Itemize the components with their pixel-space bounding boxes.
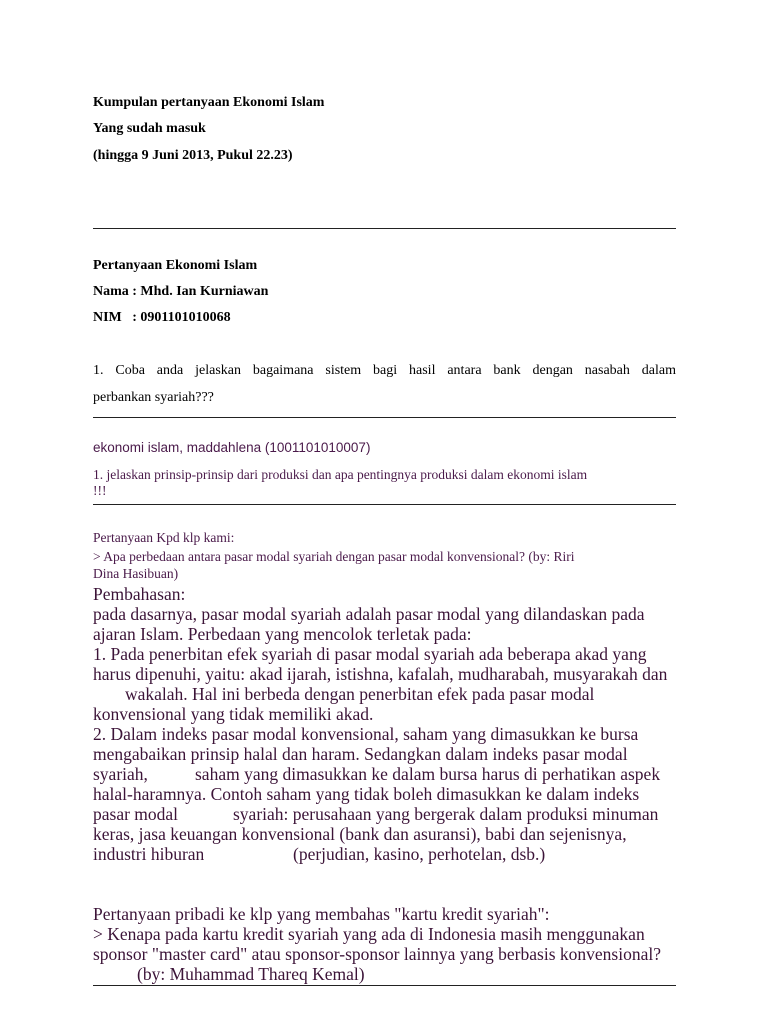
answer-line: saham yang dimasukkan ke dalam bursa harus di perhatikan aspek xyxy=(195,764,661,784)
answer-line: pasar modal xyxy=(93,804,179,824)
answer-line: konvensional yang tidak memiliki akad. xyxy=(93,704,374,724)
entry1-question-line2: perbankan syariah??? xyxy=(93,390,214,405)
entry3-question-line2: Dina Hasibuan) xyxy=(93,566,179,581)
entry2-question-line1: 1. jelaskan prinsip-prinsip dari produksi dan apa pentingnya produksi dalam ekonomi islam xyxy=(93,467,588,482)
entry3-answer-label: Pembahasan: xyxy=(93,584,186,604)
answer-line: keras, jasa keuangan konvensional (bank dan asuransi), babi dan sejenisnya, xyxy=(93,824,627,844)
entry4-question-line2: sponsor "master card" atau sponsor-sponsor lainnya yang berbasis konvensional? xyxy=(93,944,661,964)
entry1-heading: Pertanyaan Ekonomi Islam xyxy=(93,258,258,273)
answer-line: mengabaikan prinsip halal dan haram. Sedangkan dalam indeks pasar modal xyxy=(93,744,628,764)
answer-line: ajaran Islam. Perbedaan yang mencolok terletak pada: xyxy=(93,624,472,644)
answer-line: wakalah. Hal ini berbeda dengan penerbitan efek pada pasar modal xyxy=(125,684,595,704)
entry2-heading: ekonomi islam, maddahlena (1001101010007) xyxy=(93,440,371,455)
entry3-intro: Pertanyaan Kpd klp kami: xyxy=(93,530,235,545)
document-title: Kumpulan pertanyaan Ekonomi Islam xyxy=(93,95,325,110)
entry4-intro: Pertanyaan pribadi ke klp yang membahas "kartu kredit syariah": xyxy=(93,904,550,924)
entry2-question-line2: !!! xyxy=(93,483,107,498)
answer-line: 1. Pada penerbitan efek syariah di pasar modal syariah ada beberapa akad yang xyxy=(93,644,647,664)
divider xyxy=(93,228,676,229)
entry1-question-line1: 1. Coba anda jelaskan bagaimana sistem bagi hasil antara bank dengan nasabah dalam xyxy=(93,363,676,378)
answer-line: (perjudian, kasino, perhotelan, dsb.) xyxy=(293,844,546,864)
answer-line: 2. Dalam indeks pasar modal konvensional, saham yang dimasukkan ke bursa xyxy=(93,724,639,744)
answer-line: industri hiburan xyxy=(93,844,205,864)
divider xyxy=(93,985,676,986)
answer-line: pada dasarnya, pasar modal syariah adalah pasar modal yang dilandaskan pada xyxy=(93,604,645,624)
answer-line: halal-haramnya. Contoh saham yang tidak boleh dimasukkan ke dalam indeks xyxy=(93,784,640,804)
divider xyxy=(93,504,676,505)
answer-line: harus dipenuhi, yaitu: akad ijarah, istishna, kafalah, mudharabah, musyarakah dan xyxy=(93,664,668,684)
entry3-question-line1: > Apa perbedaan antara pasar modal syariah dengan pasar modal konvensional? (by: Riri xyxy=(93,549,575,564)
document-date: (hingga 9 Juni 2013, Pukul 22.23) xyxy=(93,148,293,163)
answer-line: syariah, xyxy=(93,764,148,784)
entry4-by: (by: Muhammad Thareq Kemal) xyxy=(137,964,365,984)
entry1-nim: NIM : 0901101010068 xyxy=(93,310,231,325)
answer-line: syariah: perusahaan yang bergerak dalam produksi minuman xyxy=(233,804,659,824)
entry4-question-line1: > Kenapa pada kartu kredit syariah yang ada di Indonesia masih menggunakan xyxy=(93,924,645,944)
entry1-name: Nama : Mhd. Ian Kurniawan xyxy=(93,284,269,299)
divider xyxy=(93,417,676,418)
document-subtitle: Yang sudah masuk xyxy=(93,121,206,136)
